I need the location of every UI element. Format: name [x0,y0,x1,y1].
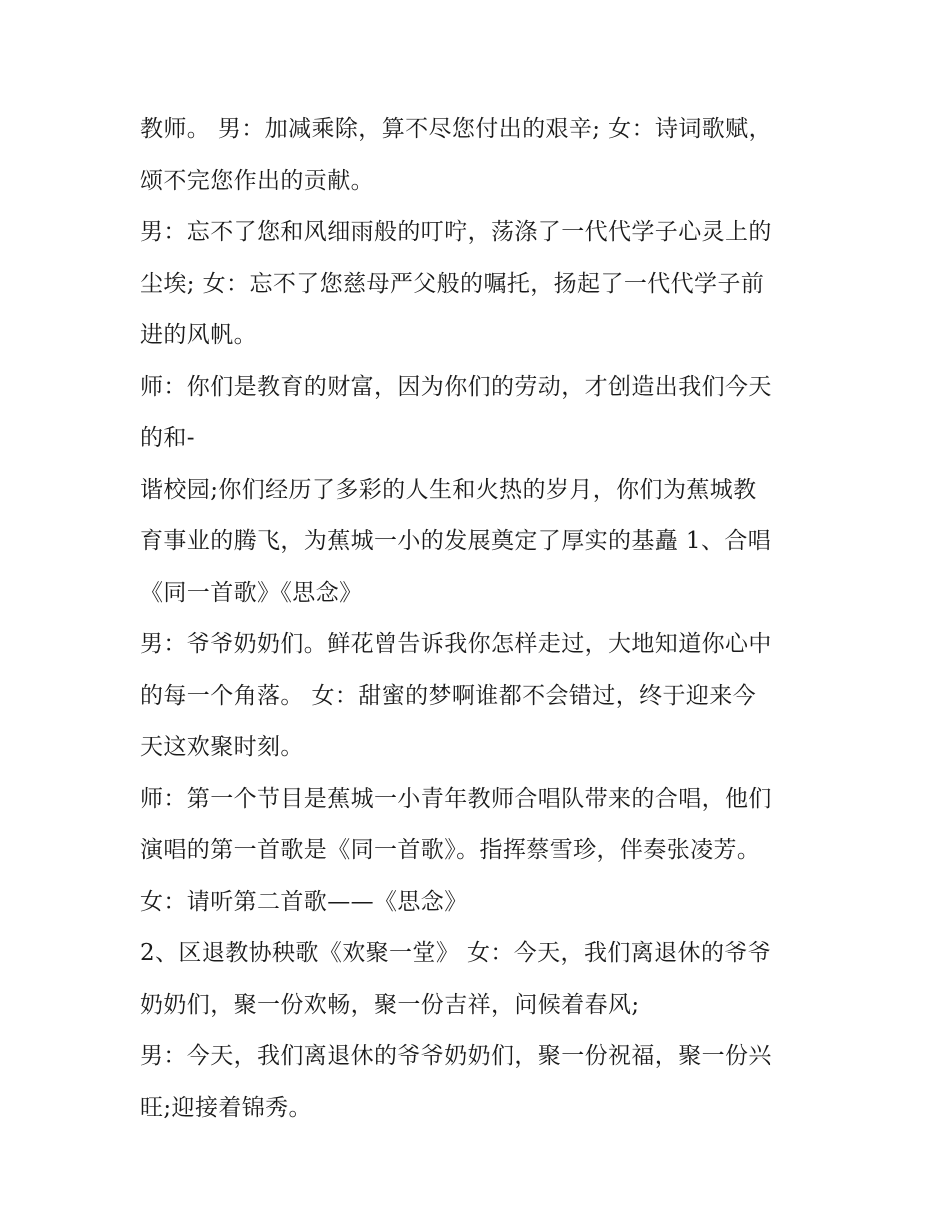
text-line: 的和- [140,425,195,451]
text-line: 女：请听第二首歌——《思念》 [140,888,468,915]
text-line: 的每一个角落。 女：甜蜜的梦啊谁都不会错过，终于迎来今 [140,682,757,709]
text-line: 男：今天，我们离退休的爷爷奶奶们，聚一份祝福，聚一份兴 [140,1043,772,1069]
text-line: 男：爷爷奶奶们。鲜花曾告诉我你怎样走过，大地知道你心中 [140,631,772,657]
text-line: 男：忘不了您和风细雨般的叮咛，荡涤了一代代学子心灵上的 [140,219,772,245]
text-line: 演唱的第一首歌是《同一首歌》。指挥蔡雪珍，伴奏张凌芳。 [140,837,761,863]
text-line: 师：你们是教育的财富，因为你们的劳动，才创造出我们今天 [140,373,772,400]
text-line: 《同一首歌》《思念》 [140,579,363,606]
text-line: 师：第一个节目是蕉城一小青年教师合唱队带来的合唱，他们 [140,785,772,812]
text-line: 育事业的腾飞，为蕉城一小的发展奠定了厚实的基矗 1、合唱 [140,528,772,554]
text-line: 进的风帆。 [140,322,257,348]
text-line: 天这欢聚时刻。 [140,734,304,760]
text-line: 奶奶们，聚一份欢畅，聚一份吉祥，问候着春风; [140,991,640,1018]
text-line: 教师。 男：加减乘除，算不尽您付出的艰辛; 女：诗词歌赋， [140,116,772,142]
text-line: 尘埃; 女：忘不了您慈母严父般的嘱托，扬起了一代代学子前 [140,270,765,297]
text-line: 谐校园;你们经历了多彩的人生和火热的岁月，你们为蕉城教 [140,476,757,503]
text-line: 旺;迎接着锦秀。 [140,1094,312,1121]
text-line: 颂不完您作出的贡献。 [140,167,374,194]
text-line: 2、区退教协秧歌《欢聚一堂》 女：今天，我们离退休的爷爷 [140,940,772,966]
body-text [140,104,830,1134]
